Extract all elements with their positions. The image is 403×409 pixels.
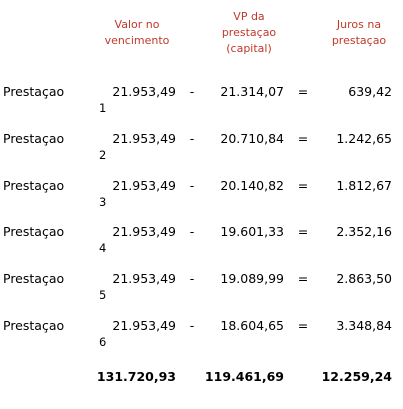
row-value: 21.953,49 (112, 178, 176, 193)
row-capital: 21.314,07 (220, 84, 284, 99)
row-capital: 18.604,65 (220, 318, 284, 333)
row-label (3, 131, 107, 162)
table-row (0, 271, 403, 319)
header-juros-na-prestacao (322, 17, 396, 49)
row-number: 5 (99, 288, 107, 302)
minus-operator: - (189, 271, 195, 286)
minus-operator: - (189, 318, 195, 333)
row-label (3, 318, 107, 349)
totals-row (0, 369, 403, 389)
table-row (0, 131, 403, 179)
table-row (0, 318, 403, 366)
row-value: 21.953,49 (112, 224, 176, 239)
row-number: 3 (99, 195, 107, 209)
header-line: VP da (233, 10, 265, 23)
minus-operator: - (189, 178, 195, 193)
row-label (3, 84, 107, 115)
row-number: 2 (99, 148, 107, 162)
row-label-text: Prestaçao (3, 224, 65, 239)
row-label (3, 271, 107, 302)
header-vp-da-prestacao (204, 9, 294, 57)
header-line: prestaçao (221, 26, 277, 39)
equals-operator: = (297, 318, 309, 333)
table-row (0, 224, 403, 272)
row-capital: 19.089,99 (220, 271, 284, 286)
row-number: 4 (99, 241, 107, 255)
row-value: 21.953,49 (112, 84, 176, 99)
row-capital: 20.710,84 (220, 131, 284, 146)
table-row (0, 84, 403, 132)
equals-operator: = (297, 131, 309, 146)
row-label (3, 178, 107, 209)
minus-operator: - (189, 224, 195, 239)
total-juros: 12.259,24 (321, 369, 392, 384)
header-line: Valor no (114, 18, 160, 31)
row-juros: 1.812,67 (336, 178, 392, 193)
row-juros: 3.348,84 (336, 318, 392, 333)
header-line: Juros na (336, 18, 382, 31)
row-label-text: Prestaçao (3, 131, 65, 146)
row-value: 21.953,49 (112, 131, 176, 146)
row-capital: 19.601,33 (220, 224, 284, 239)
header-line: prestaçao (331, 34, 387, 47)
equals-operator: = (297, 224, 309, 239)
total-capital: 119.461,69 (204, 369, 284, 384)
row-label-text: Prestaçao (3, 84, 65, 99)
total-value: 131.720,93 (96, 369, 176, 384)
row-juros: 1.242,65 (336, 131, 392, 146)
row-label (3, 224, 107, 255)
header-valor-no-vencimento (100, 17, 174, 49)
row-label-text: Prestaçao (3, 178, 65, 193)
row-label-text: Prestaçao (3, 318, 65, 333)
row-number: 1 (99, 101, 107, 115)
equals-operator: = (297, 84, 309, 99)
row-value: 21.953,49 (112, 271, 176, 286)
equals-operator: = (297, 271, 309, 286)
row-juros: 2.352,16 (336, 224, 392, 239)
table-row (0, 178, 403, 226)
row-value: 21.953,49 (112, 318, 176, 333)
row-juros: 2.863,50 (336, 271, 392, 286)
row-capital: 20.140,82 (220, 178, 284, 193)
minus-operator: - (189, 84, 195, 99)
minus-operator: - (189, 131, 195, 146)
header-line: (capital) (226, 42, 272, 55)
row-number: 6 (99, 335, 107, 349)
row-juros: 639,42 (348, 84, 392, 99)
row-label-text: Prestaçao (3, 271, 65, 286)
header-line: vencimento (104, 34, 170, 47)
equals-operator: = (297, 178, 309, 193)
